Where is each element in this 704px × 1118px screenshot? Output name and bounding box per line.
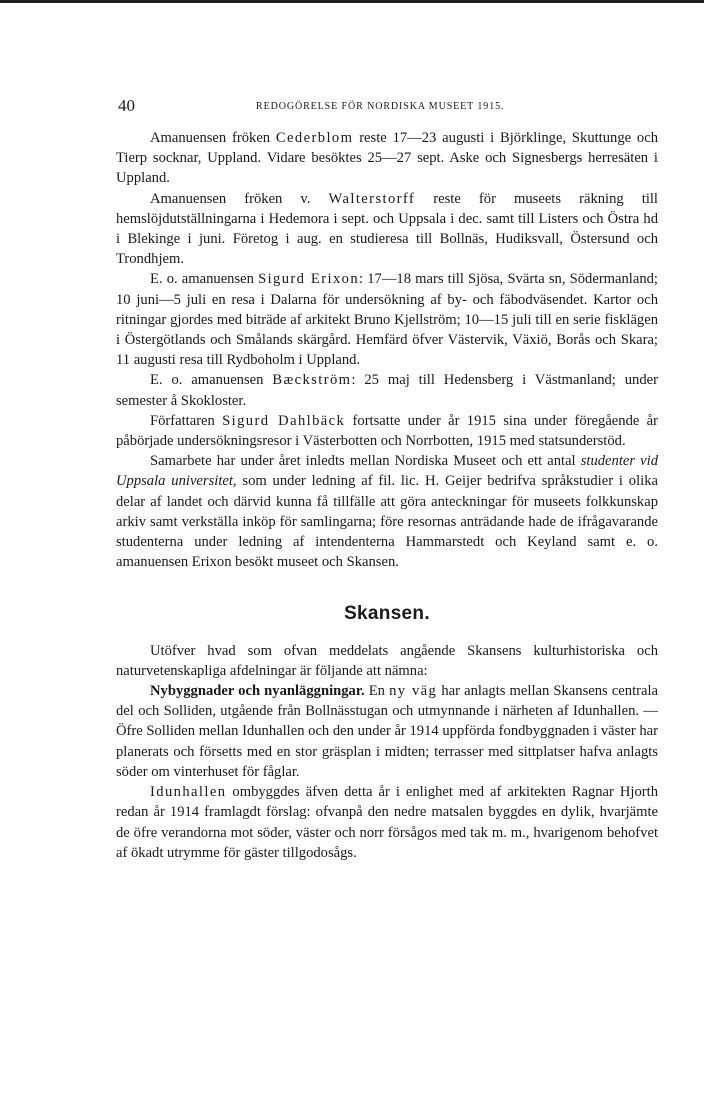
text: En [364, 683, 390, 700]
text: : 25 maj till Hedensberg i Västmanland; under semester å Skokloster. [116, 372, 658, 409]
paragraph-erixon [116, 269, 658, 370]
paragraph-baeckstrom [116, 370, 658, 410]
text: har anlagts mellan Skansens centrala del och Solliden, utgående från Bollnässtugan och utmynnande i närheten af Idunhallen. — Öfre Solliden mellan Idunhallen och den under år 1914 uppförda fondbyggnaden i väster har planerats och försetts med en stor gräsplan i midten; terrasser med sittplatser hafva anlagts söder om vinterhuset för fåglar. [116, 683, 658, 780]
text: E. o. amanuensen [150, 372, 273, 389]
person-name: Bæckström [272, 372, 352, 389]
section-heading: Skansen. [344, 603, 430, 625]
emphasis: Idunhallen [150, 784, 227, 801]
page-top-edge [0, 0, 704, 3]
paragraph-walterstorff [116, 189, 658, 270]
text: , som under ledning af fil. lic. H. Geijer bedrifva språkstudier i olika delar af landet och därvid kunna få tillfälle att göra anteckningar för museets folkkunskap arkiv samt verkställa inköp för samlingarna; före resornas anträdande hade de ifrågavarande studenterna under ledning af intendenterna Hammarstedt och Keyland samt e. o. amanuensen Erixon besökt museet och Skansen. [116, 473, 658, 571]
text: reste för museets räkning till hemslöjdutställningarna i Hedemora i sept. och Uppsala i dec. samt till Listers och Östra hd i Blekinge i juni. Företog i aug. en studieresa till Bollnäs, Hudiksvall, Östersund och Trondhjem. [116, 190, 658, 268]
paragraph-nybyggnader [116, 681, 658, 782]
text: reste 17—23 augusti i Björklinge, Skuttunge och Tierp socknar, Uppland. Vidare besöktes 25—27 sept. Aske och Signesbergs herresäten i Uppland. [116, 130, 658, 187]
text: E. o. amanuensen [150, 271, 259, 288]
person-name: Cederblom [275, 130, 354, 146]
text: Samarbete har under året inledts mellan Nordiska Museet och ett antal [150, 453, 581, 470]
person-name: Walterstorff [328, 190, 416, 207]
paragraph-cederblom [116, 128, 658, 189]
paragraph-samarbete [116, 451, 658, 572]
page-body [116, 128, 658, 863]
page-header [118, 96, 658, 116]
person-name: Sigurd Erixon [258, 271, 360, 288]
text: Författaren [150, 412, 223, 429]
text: Amanuensen fröken [150, 130, 276, 146]
subheading: Nybyggnader och nyanläggningar. [150, 683, 365, 700]
text: ombyggdes äfven detta år i enlighet med af arkitekten Ragnar Hjorth redan år 1914 framlagdt förslag: ofvanpå den nedre matsalen byggdes en dylik, hvarjämte de öfre verandorna mot söder, väster och norr försågos med tak m. m., hvarigenom behofvet af ökadt utrymme för gäster tillgodosågs. [116, 784, 658, 861]
page-number: 40 [118, 96, 135, 115]
paragraph-dahlback [116, 411, 658, 451]
paragraph-skansen-intro: Utöfver hvad som ofvan meddelats angående Skansens kulturhistoriska och naturvetenskapliga afdelningar är följande att nämna: [116, 642, 658, 679]
text: fortsatte under år 1915 sina under föregående år påbörjade undersökningsresor i Västerbotten och Norrbotten, 1915 med statsunderstöd. [116, 412, 658, 450]
person-name: Sigurd Dahlbäck [222, 412, 346, 429]
paragraph-idunhallen [116, 782, 658, 863]
text: Amanuensen fröken v. [150, 190, 329, 207]
text: : 17—18 mars till Sjösa, Svärta sn, Södermanland; 10 juni—5 juli en resa i Dalarna för undersökning af by- och fäbodväsendet. Kartor och ritningar gjordes med biträde af arkitekt Bruno Kjellström; 10—15 juli till en serie fisklägen i Östergötlands och Smålands skärgård. Hemfärd öfver Västervik, Växiö, Borås och Skara; 11 augusti resa till Rydboholm i Uppland. [116, 271, 658, 369]
running-title: REDOGÖRELSE FÖR NORDISKA MUSEET 1915. [256, 101, 505, 112]
emphasis: ny väg [389, 683, 438, 700]
emphasis: studenter vid Uppsala universitet [116, 453, 658, 490]
